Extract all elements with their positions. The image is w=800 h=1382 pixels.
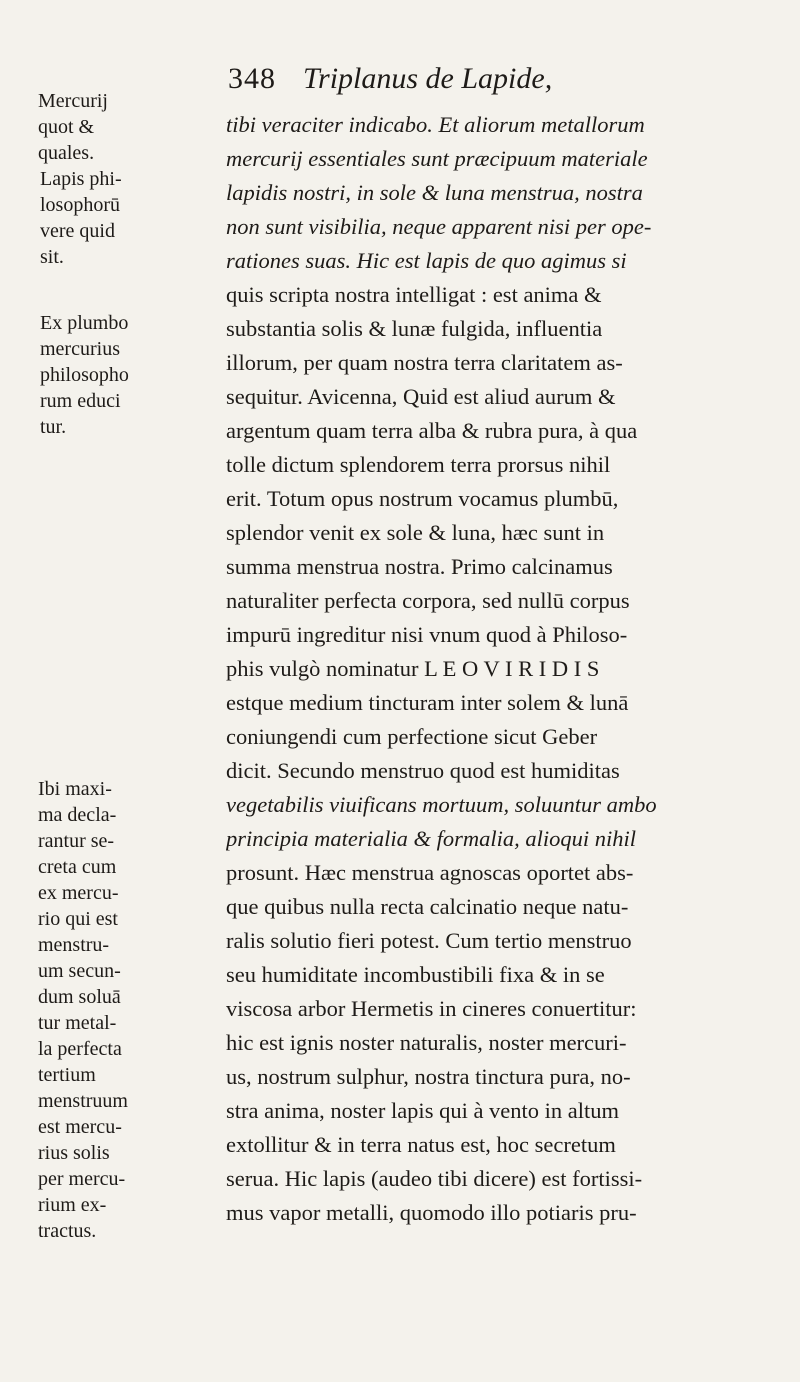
running-title: Triplanus de Lapide, <box>303 62 553 95</box>
text-line: splendor venit ex sole & luna, hæc sunt in <box>226 520 605 545</box>
text-line: extollitur & in terra natus est, hoc secretum <box>226 1132 616 1157</box>
text-line: dicit. Secundo menstruo quod est humiditas <box>226 758 620 783</box>
text-line: estque medium tincturam inter solem & lunā <box>226 690 629 715</box>
text-line: lapidis nostri, in sole & luna menstrua, nostra <box>226 180 643 205</box>
body-text <box>226 108 786 1230</box>
text-line: stra anima, noster lapis qui à vento in altum <box>226 1098 620 1123</box>
text-line: non sunt visibilia, neque apparent nisi per ope- <box>226 214 652 239</box>
text-line: summa menstrua nostra. Primo calcinamus <box>226 554 613 579</box>
text-line: seu humiditate incombustibili fixa & in se <box>226 962 605 987</box>
text-line: impurū ingreditur nisi vnum quod à Philoso- <box>226 622 628 647</box>
text-line: que quibus nulla recta calcinatio neque natu- <box>226 894 629 919</box>
text-line: tibi veraciter indicabo. Et aliorum metallorum <box>226 112 645 137</box>
text-line: ralis solutio fieri potest. Cum tertio menstruo <box>226 928 632 953</box>
text-line: quis scripta nostra intelligat : est anima & <box>226 282 602 307</box>
text-line: naturaliter perfecta corpora, sed nullū corpus <box>226 588 630 613</box>
text-line: us, nostrum sulphur, nostra tinctura pura, no- <box>226 1064 631 1089</box>
text-line: viscosa arbor Hermetis in cineres conuertitur: <box>226 996 637 1021</box>
margin-note: Ex plumbo mercurius philosopho rum educi tur. <box>40 312 129 438</box>
text-line: substantia solis & lunæ fulgida, influentia <box>226 316 603 341</box>
text-line: illorum, per quam nostra terra claritatem as- <box>226 350 623 375</box>
text-line: erit. Totum opus nostrum vocamus plumbū, <box>226 486 619 511</box>
page-header <box>225 62 745 98</box>
text-line: tolle dictum splendorem terra prorsus nihil <box>226 452 611 477</box>
text-line: phis vulgò nominatur L E O V I R I D I S <box>226 656 600 681</box>
text-line: sequitur. Avicenna, Quid est aliud aurum & <box>226 384 616 409</box>
page-number: 348 <box>228 62 276 95</box>
text-line: mercurij essentiales sunt præcipuum materiale <box>226 146 648 171</box>
text-line: hic est ignis noster naturalis, noster mercuri- <box>226 1030 627 1055</box>
margin-note: Lapis phi- losophorū vere quid sit. <box>40 168 122 268</box>
text-line: rationes suas. Hic est lapis de quo agimus si <box>226 248 627 273</box>
text-line: serua. Hic lapis (audeo tibi dicere) est fortissi- <box>226 1166 643 1191</box>
text-line: vegetabilis viuificans mortuum, soluuntur ambo <box>226 792 657 817</box>
text-line: coniungendi cum perfectione sicut Geber <box>226 724 598 749</box>
text-line: prosunt. Hæc menstrua agnoscas oportet abs- <box>226 860 634 885</box>
text-line: argentum quam terra alba & rubra pura, à qua <box>226 418 638 443</box>
margin-note: Ibi maxi- ma decla- rantur se- creta cum ex mercu- rio qui est menstru- um secun- dum soluā tur metal- la perfecta tertium menstruum est mercu- rius solis per mercu- rium ex- tractus. <box>38 778 128 1242</box>
text-line: principia materialia & formalia, alioqui nihil <box>226 826 637 851</box>
text-line: mus vapor metalli, quomodo illo potiaris pru- <box>226 1200 637 1225</box>
margin-note: Mercurij quot & quales. <box>38 90 108 164</box>
